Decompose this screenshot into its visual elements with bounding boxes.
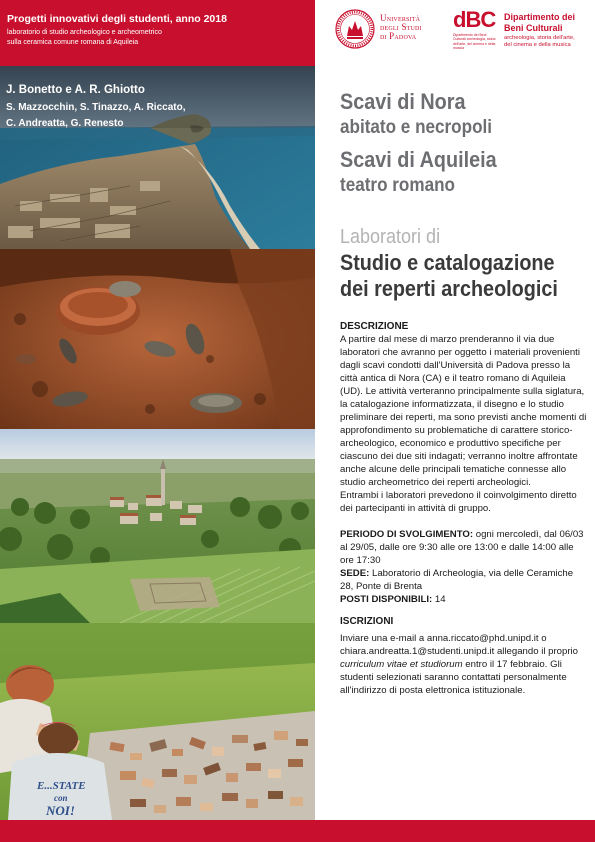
iscrizioni-heading: ISCRIZIONI bbox=[340, 616, 394, 627]
shirt-line-3: NOI! bbox=[46, 803, 75, 818]
department-name bbox=[504, 12, 575, 34]
shirt-line-1: E...STATE bbox=[37, 780, 86, 792]
dbc-logo-caption: Dipartimento dei Beni Culturali archeologia, storia dell'arte, del cinema e della musica bbox=[453, 33, 496, 51]
photo-column bbox=[0, 66, 315, 820]
periodo-info bbox=[340, 528, 588, 567]
excavation-ceramics-photo bbox=[0, 249, 315, 429]
project-subtitle-line-1: laboratorio di studio archeologico e archeometrico bbox=[7, 29, 162, 36]
footer-band bbox=[0, 820, 595, 842]
university-name-line-1: Università bbox=[380, 13, 421, 23]
sede-label: SEDE: bbox=[340, 568, 370, 579]
students-lab-photo bbox=[0, 623, 315, 820]
sede-value: Laboratorio di Archeologia, via delle Ceramiche 28, Ponte di Brenta bbox=[340, 568, 574, 592]
authors-line-1: J. Bonetto e A. R. Ghiotto bbox=[6, 84, 145, 96]
nora-subtitle: abitato e necropoli bbox=[340, 117, 493, 138]
spacer bbox=[340, 515, 588, 528]
project-title: Progetti innovativi degli studenti, anno 2018 bbox=[7, 13, 227, 25]
posti-value: 14 bbox=[432, 594, 446, 605]
body-text-block bbox=[340, 320, 588, 697]
dbc-logo-block bbox=[453, 9, 497, 55]
aquileia-aerial-photo bbox=[0, 429, 315, 623]
project-subtitle-line-2: sulla ceramica comune romana di Aquileia bbox=[7, 39, 139, 46]
project-banner bbox=[0, 0, 315, 66]
department-subtitle bbox=[504, 35, 575, 49]
dbc-logo: dBC bbox=[453, 7, 496, 32]
posti-info bbox=[340, 593, 588, 606]
shirt-line-2: con bbox=[54, 793, 68, 803]
spacer bbox=[340, 606, 588, 615]
aquileia-title: Scavi di Aquileia bbox=[340, 147, 497, 172]
iscrizioni-cv: curriculum vitae et studiorum bbox=[340, 659, 463, 670]
lab-title-line-2: dei reperti archeologici bbox=[340, 276, 558, 301]
posti-label: POSTI DISPONIBILI: bbox=[340, 594, 433, 605]
lab-title-line-1: Studio e catalogazione bbox=[340, 250, 555, 275]
department-name-line-1: Dipartimento dei bbox=[504, 12, 576, 22]
header-band bbox=[0, 0, 595, 66]
iscrizioni-text-1: Inviare una e-mail a anna.riccato@phd.unipd.it o chiara.andreatta.1@studenti.unipd.it allegando il proprio bbox=[340, 633, 579, 657]
aquileia-subtitle: teatro romano bbox=[340, 175, 455, 196]
periodo-label: PERIODO DI SVOLGIMENTO: bbox=[340, 529, 474, 540]
university-name bbox=[380, 14, 422, 41]
authors-line-2: S. Mazzocchin, S. Tinazzo, A. Riccato, bbox=[6, 102, 186, 113]
university-seal-logo bbox=[335, 9, 375, 49]
nora-title: Scavi di Nora bbox=[340, 89, 466, 114]
descrizione-heading: DESCRIZIONE bbox=[340, 321, 409, 332]
university-name-line-3: di Padova bbox=[380, 31, 417, 41]
authors-line-3: C. Andreatta, G. Renesto bbox=[6, 118, 124, 129]
department-name-line-2: Beni Culturali bbox=[504, 23, 563, 33]
sede-info bbox=[340, 567, 588, 593]
university-name-line-2: degli Studi bbox=[380, 22, 422, 32]
lab-kicker: Laboratori di bbox=[340, 226, 441, 248]
department-subtitle-line-1: archeologia, storia dell'arte, bbox=[504, 35, 575, 41]
iscrizioni-body bbox=[340, 632, 588, 697]
iscrizioni-text-2: entro il 17 febbraio. Gli studenti selezionati saranno contattati personalmente all'indirizzo di posta elettronica istituzionale. bbox=[340, 659, 567, 696]
authors-overlay bbox=[6, 84, 185, 132]
descrizione-body-2: Entrambi i laboratori prevedono il coinvolgimento diretto dei partecipanti in attività di gruppo. bbox=[340, 490, 577, 514]
department-subtitle-line-2: del cinema e della musica bbox=[504, 42, 571, 48]
descrizione-body: A partire dal mese di marzo prenderanno il via due laboratori che avranno per oggetto i materiali provenienti dagli scavi condotti dall'Università di Padova presso la città antica di Nora (CA) e il teatro romano di Aquileia (UD). Le attività verteranno principalmente sulla siglatura, la catalogazione informatizzata, il disegno e lo studio preliminare dei reperti, ma sono previsti anche momenti di approfondimento su problematiche di carattere storico-archeologico, economico e produttivo specifiche per ciascuno dei due siti indagati; verranno inoltre affrontate anche alcune delle principali tematiche connesse allo studio archeometrico dei reperti archeologici. bbox=[340, 334, 587, 488]
periodo-value: ogni mercoledì, dal 06/03 al 29/05, dalle ore 9:30 alle ore 13:00 e dalle 14:00 alle ore 17:30 bbox=[340, 529, 584, 566]
